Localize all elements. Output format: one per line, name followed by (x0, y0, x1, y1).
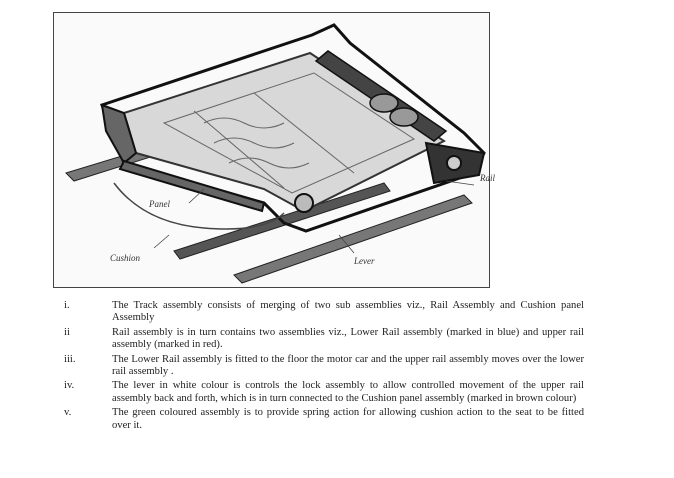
list-item-number: i. (64, 300, 70, 311)
list-item-text: The Track assembly consists of merging of two sub assemblies viz., Rail Assembly and Cushion panel Assembly (112, 300, 584, 324)
list-item (64, 327, 584, 352)
list-item-text: The lever in white colour is controls the lock assembly to allow controlled movement of the upper rail assembly back and forth, which is in turn connected to the Cushion panel assembly (marked in brown colour) (112, 380, 584, 404)
list-item-number: iii. (64, 353, 76, 365)
figure-frame (53, 12, 495, 288)
label-lever: Lever (354, 256, 375, 266)
list-item (64, 300, 584, 325)
list-item-text: Rail assembly is in turn contains two assemblies viz., Lower Rail assembly (marked in blue) and upper rail assembly (marked in red). (112, 326, 584, 351)
list-item-text: The Lower Rail assembly is fitted to the floor the motor car and the upper rail assembly moves over the lower rail assembly . (112, 353, 584, 378)
assembly-description-list (64, 300, 584, 434)
list-item-number: v. (64, 407, 72, 419)
label-cushion: Cushion (110, 253, 141, 263)
list-item (64, 354, 584, 379)
label-rail: Rail (480, 173, 495, 183)
list-item (64, 407, 584, 432)
label-panel: Panel (149, 199, 170, 209)
list-item-number: ii (64, 326, 70, 338)
list-item (64, 380, 584, 405)
list-item-number: iv. (64, 380, 75, 392)
seat-track-drawing (54, 13, 491, 289)
list-item-text: The green coloured assembly is to provide spring action for allowing cushion action to the seat to be fitted over it. (112, 407, 584, 431)
